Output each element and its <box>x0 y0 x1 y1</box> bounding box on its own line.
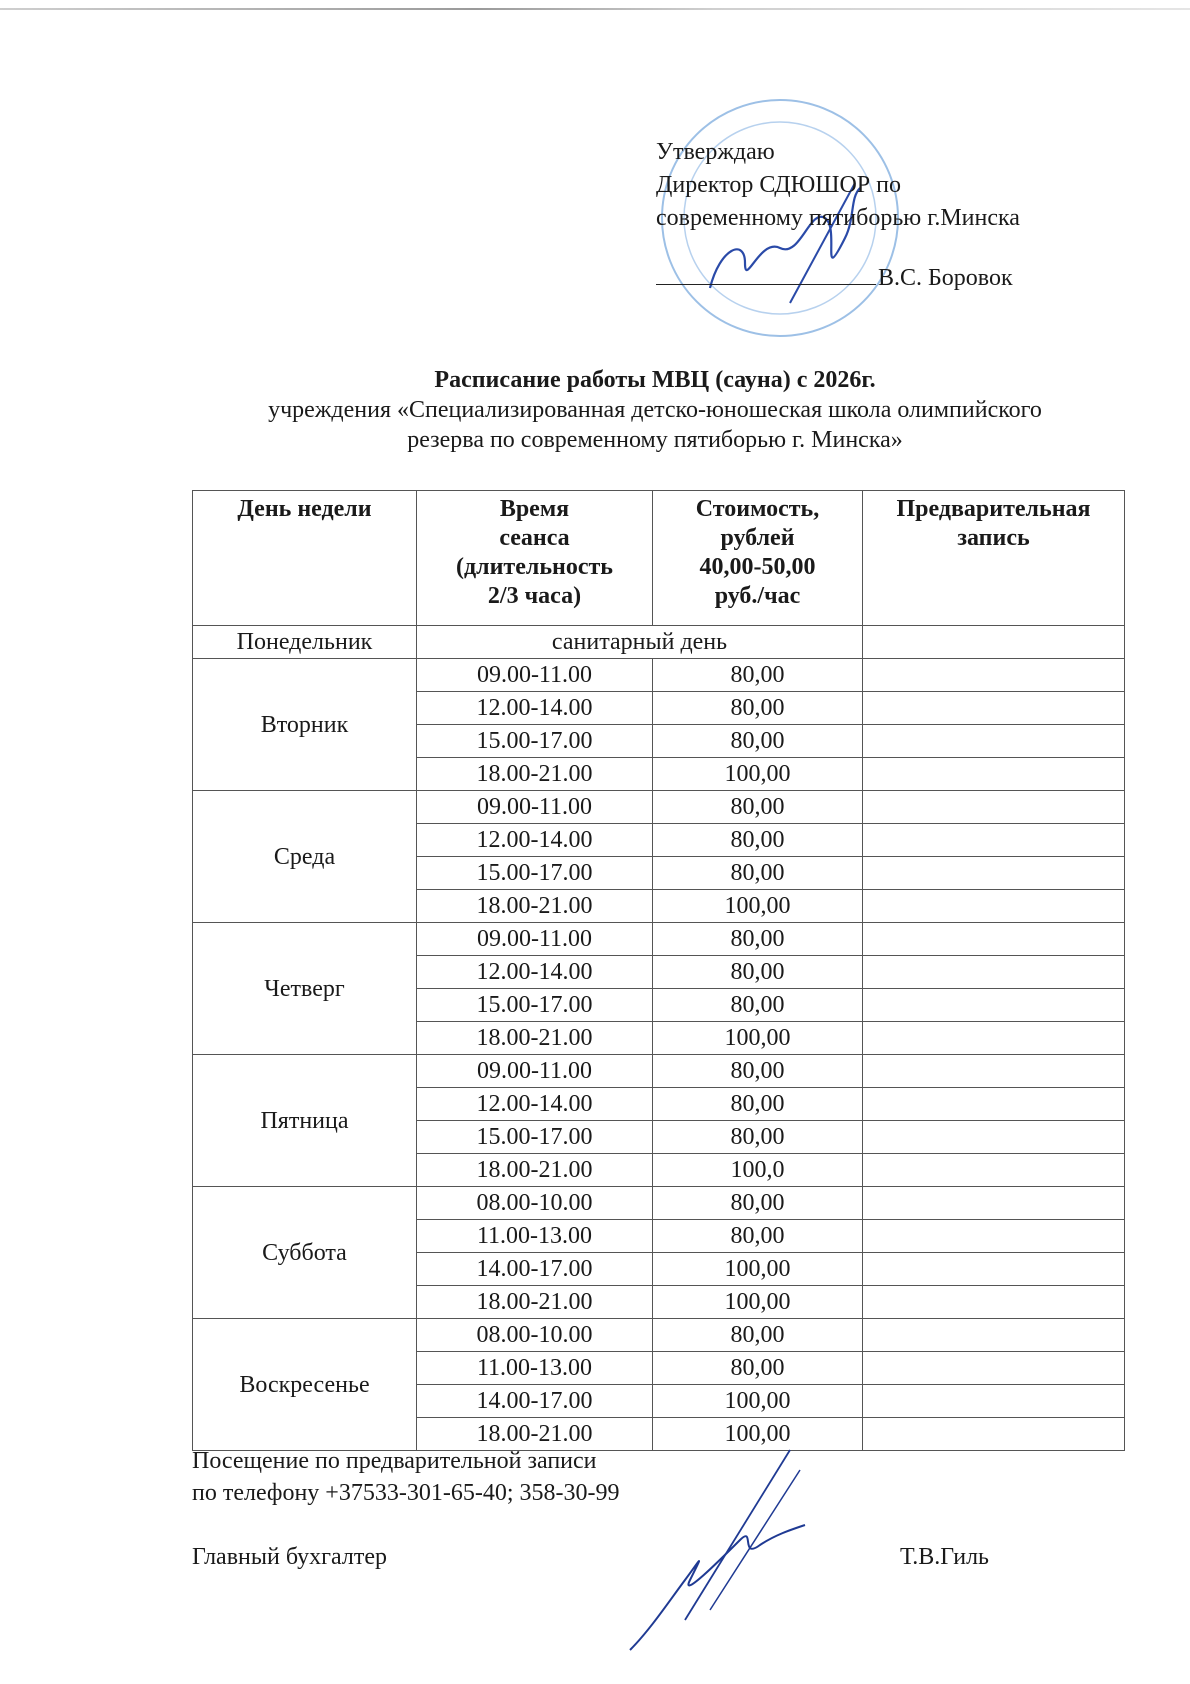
price-cell: 80,00 <box>653 692 863 725</box>
time-cell: 15.00-17.00 <box>417 989 653 1022</box>
approve-label: Утверждаю <box>656 139 775 165</box>
time-cell: 12.00-14.00 <box>417 1088 653 1121</box>
price-cell: 80,00 <box>653 1352 863 1385</box>
header-day: День недели <box>193 491 417 626</box>
accountant-title: Главный бухгалтер <box>192 1544 387 1570</box>
title-sub-1: учреждения «Специализированная детско-юношеская школа олимпийского <box>268 397 1042 423</box>
table-row <box>193 1187 1125 1220</box>
price-cell: 100,0 <box>653 1154 863 1187</box>
time-cell: 12.00-14.00 <box>417 692 653 725</box>
booking-cell <box>863 1418 1125 1451</box>
title-main: Расписание работы МВЦ (сауна) с 2026г. <box>434 367 876 393</box>
price-cell: 80,00 <box>653 1088 863 1121</box>
price-cell: 100,00 <box>653 1385 863 1418</box>
sanitary-day-cell: санитарный день <box>417 626 863 659</box>
time-cell: 14.00-17.00 <box>417 1385 653 1418</box>
booking-cell <box>863 791 1125 824</box>
header-time: Время сеанса (длительность 2/3 часа) <box>417 491 653 626</box>
time-cell: 12.00-14.00 <box>417 956 653 989</box>
price-cell: 80,00 <box>653 1220 863 1253</box>
booking-cell <box>863 1385 1125 1418</box>
time-cell: 11.00-13.00 <box>417 1220 653 1253</box>
time-cell: 11.00-13.00 <box>417 1352 653 1385</box>
booking-cell <box>863 692 1125 725</box>
day-cell: Пятница <box>193 1055 417 1187</box>
table-row <box>193 659 1125 692</box>
booking-cell <box>863 824 1125 857</box>
table-row <box>193 1055 1125 1088</box>
booking-cell <box>863 758 1125 791</box>
price-cell: 80,00 <box>653 989 863 1022</box>
approve-signer: В.С. Боровок <box>878 265 1013 291</box>
booking-note <box>192 1445 619 1509</box>
time-cell: 08.00-10.00 <box>417 1319 653 1352</box>
approve-position: Директор СДЮШОР по <box>656 172 901 198</box>
booking-cell <box>863 1121 1125 1154</box>
price-cell: 80,00 <box>653 1319 863 1352</box>
signature-line <box>656 284 876 285</box>
title-sub-2: резерва по современному пятиборью г. Минска» <box>407 427 903 453</box>
time-cell: 09.00-11.00 <box>417 1055 653 1088</box>
day-cell: Четверг <box>193 923 417 1055</box>
price-cell: 100,00 <box>653 1286 863 1319</box>
approve-organization: современному пятиборью г.Минска <box>656 205 1020 231</box>
time-cell: 18.00-21.00 <box>417 1022 653 1055</box>
schedule-table <box>192 490 1125 1451</box>
booking-cell <box>863 1055 1125 1088</box>
day-cell: Вторник <box>193 659 417 791</box>
time-cell: 18.00-21.00 <box>417 1418 653 1451</box>
time-cell: 14.00-17.00 <box>417 1253 653 1286</box>
price-cell: 100,00 <box>653 1022 863 1055</box>
booking-cell <box>863 659 1125 692</box>
table-row-monday <box>193 626 1125 659</box>
table-row <box>193 1319 1125 1352</box>
table-row <box>193 923 1125 956</box>
price-cell: 100,00 <box>653 1253 863 1286</box>
time-cell: 15.00-17.00 <box>417 1121 653 1154</box>
accountant-name: Т.В.Гиль <box>900 1544 989 1570</box>
time-cell: 09.00-11.00 <box>417 791 653 824</box>
price-cell: 80,00 <box>653 1121 863 1154</box>
time-cell: 18.00-21.00 <box>417 890 653 923</box>
scan-top-edge <box>0 8 1190 10</box>
time-cell: 09.00-11.00 <box>417 659 653 692</box>
booking-cell <box>863 857 1125 890</box>
day-cell: Воскресенье <box>193 1319 417 1451</box>
price-cell: 80,00 <box>653 857 863 890</box>
price-cell: 80,00 <box>653 659 863 692</box>
price-cell: 80,00 <box>653 923 863 956</box>
booking-cell <box>863 890 1125 923</box>
booking-cell <box>863 1352 1125 1385</box>
price-cell: 100,00 <box>653 1418 863 1451</box>
day-cell: Среда <box>193 791 417 923</box>
booking-cell <box>863 956 1125 989</box>
document-title <box>195 365 1115 455</box>
booking-cell <box>863 1319 1125 1352</box>
price-cell: 80,00 <box>653 824 863 857</box>
header-cost: Стоимость, рублей 40,00-50,00 руб./час <box>653 491 863 626</box>
approve-signature-row <box>656 262 1020 295</box>
booking-cell <box>863 1220 1125 1253</box>
price-cell: 80,00 <box>653 791 863 824</box>
time-cell: 18.00-21.00 <box>417 1154 653 1187</box>
price-cell: 80,00 <box>653 1055 863 1088</box>
price-cell: 100,00 <box>653 758 863 791</box>
time-cell: 18.00-21.00 <box>417 758 653 791</box>
time-cell: 15.00-17.00 <box>417 725 653 758</box>
booking-cell <box>863 1088 1125 1121</box>
price-cell: 100,00 <box>653 890 863 923</box>
booking-cell <box>863 725 1125 758</box>
time-cell: 09.00-11.00 <box>417 923 653 956</box>
booking-cell <box>863 1022 1125 1055</box>
table-row <box>193 791 1125 824</box>
price-cell: 80,00 <box>653 956 863 989</box>
booking-note-phone: по телефону +37533-301-65-40; 358-30-99 <box>192 1480 620 1506</box>
time-cell: 18.00-21.00 <box>417 1286 653 1319</box>
booking-cell <box>863 1286 1125 1319</box>
time-cell: 12.00-14.00 <box>417 824 653 857</box>
time-cell: 15.00-17.00 <box>417 857 653 890</box>
booking-cell <box>863 923 1125 956</box>
booking-cell <box>863 1187 1125 1220</box>
day-cell: Суббота <box>193 1187 417 1319</box>
price-cell: 80,00 <box>653 1187 863 1220</box>
booking-cell <box>863 626 1125 659</box>
time-cell: 08.00-10.00 <box>417 1187 653 1220</box>
booking-cell <box>863 1154 1125 1187</box>
table-header-row <box>193 491 1125 626</box>
price-cell: 80,00 <box>653 725 863 758</box>
approval-block <box>656 136 1020 295</box>
booking-cell <box>863 989 1125 1022</box>
booking-note-line-1: Посещение по предварительной записи <box>192 1448 597 1474</box>
accountant-signature <box>590 1430 850 1670</box>
header-booking: Предварительная запись <box>863 491 1125 626</box>
day-cell: Понедельник <box>193 626 417 659</box>
booking-cell <box>863 1253 1125 1286</box>
